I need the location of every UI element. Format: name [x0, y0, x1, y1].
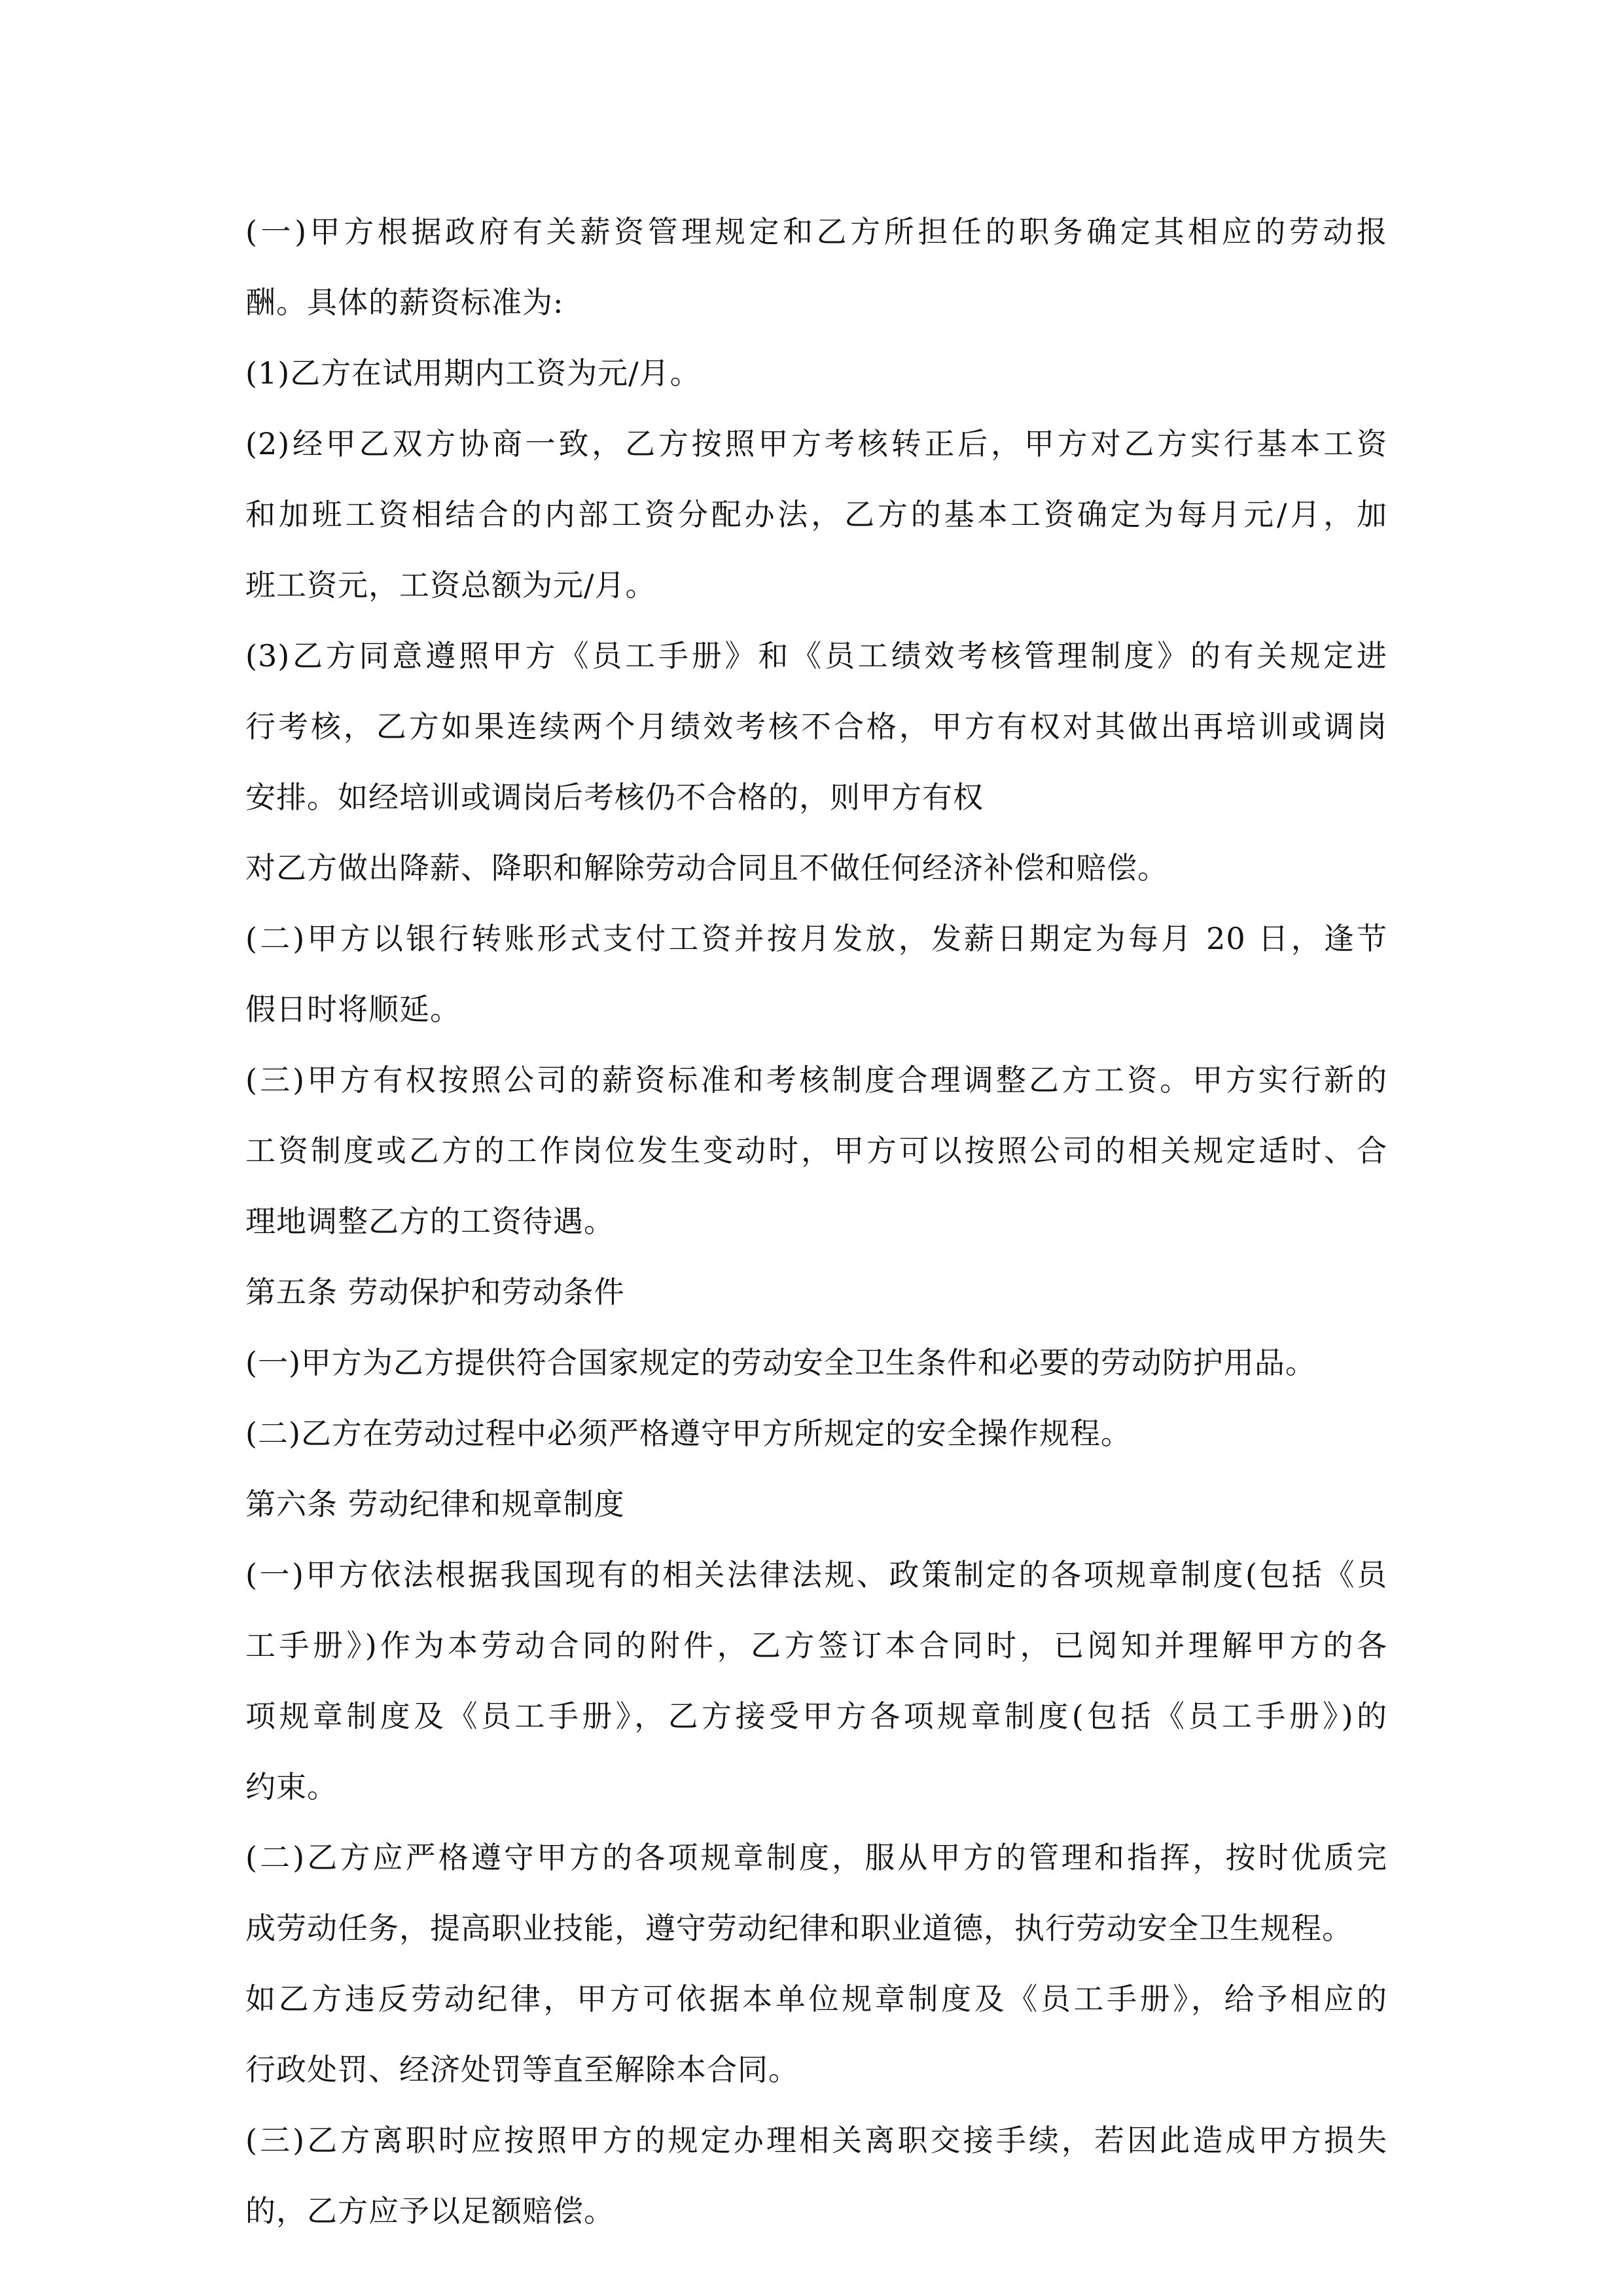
text-line: 工资制度或乙方的工作岗位发生变动时，甲方可以按照公司的相关规定适时、合	[245, 1133, 1387, 1168]
text-line: 酬。具体的薪资标准为:	[245, 285, 564, 320]
text-line: (1)乙方在试用期内工资为元/月。	[245, 355, 701, 391]
section-heading: 第六条 劳动纪律和规章制度	[245, 1486, 625, 1522]
section-heading: 第五条 劳动保护和劳动条件	[245, 1274, 625, 1310]
text-line: 项规章制度及《员工手册》，乙方接受甲方各项规章制度(包括《员工手册》)的	[245, 1698, 1387, 1734]
document-body	[245, 196, 1387, 2246]
text-line: 如乙方违反劳动纪律，甲方可依据本单位规章制度及《员工手册》，给予相应的	[245, 1981, 1387, 2017]
text-line: 班工资元，工资总额为元/月。	[245, 567, 656, 603]
text-line: 的，乙方应予以足额赔偿。	[245, 2193, 615, 2229]
text-line: (二)乙方在劳动过程中必须严格遵守甲方所规定的安全操作规程。	[245, 1416, 1132, 1451]
text-line: (一)甲方依法根据我国现有的相关法律法规、政策制定的各项规章制度(包括《员	[245, 1557, 1387, 1592]
text-line: 安排。如经培训或调岗后考核仍不合格的，则甲方有权	[245, 780, 984, 815]
text-line: 行政处罚、经济处罚等直至解除本合同。	[245, 2052, 799, 2087]
text-line: 理地调整乙方的工资待遇。	[245, 1204, 615, 1239]
text-line: 和加班工资相结合的内部工资分配办法，乙方的基本工资确定为每月元/月，加	[245, 497, 1387, 532]
text-line: (3)乙方同意遵照甲方《员工手册》和《员工绩效考核管理制度》的有关规定进	[245, 638, 1387, 673]
text-line: (一)甲方为乙方提供符合国家规定的劳动安全卫生条件和必要的劳动防护用品。	[245, 1345, 1316, 1380]
text-line: 工手册》)作为本劳动合同的附件，乙方签订本合同时，已阅知并理解甲方的各	[245, 1628, 1387, 1663]
text-line: (二)乙方应严格遵守甲方的各项规章制度，服从甲方的管理和指挥，按时优质完	[245, 1840, 1387, 1875]
text-line: 成劳动任务，提高职业技能，遵守劳动纪律和职业道德，执行劳动安全卫生规程。	[245, 1910, 1353, 1946]
text-line: 对乙方做出降薪、降职和解除劳动合同且不做任何经济补偿和赔偿。	[245, 850, 1168, 886]
text-line: (一)甲方根据政府有关薪资管理规定和乙方所担任的职务确定其相应的劳动报	[245, 214, 1387, 249]
text-line: 假日时将顺延。	[245, 992, 461, 1027]
text-line: (三)甲方有权按照公司的薪资标准和考核制度合理调整乙方工资。甲方实行新的	[245, 1062, 1387, 1098]
text-line: (三)乙方离职时应按照甲方的规定办理相关离职交接手续，若因此造成甲方损失	[245, 2123, 1387, 2158]
text-line: 行考核，乙方如果连续两个月绩效考核不合格，甲方有权对其做出再培训或调岗	[245, 709, 1387, 744]
text-line: (二)甲方以银行转账形式支付工资并按月发放，发薪日期定为每月 20 日，逢节	[245, 921, 1387, 956]
text-line: (2)经甲乙双方协商一致，乙方按照甲方考核转正后，甲方对乙方实行基本工资	[245, 426, 1387, 461]
text-line: 约束。	[245, 1769, 338, 1804]
